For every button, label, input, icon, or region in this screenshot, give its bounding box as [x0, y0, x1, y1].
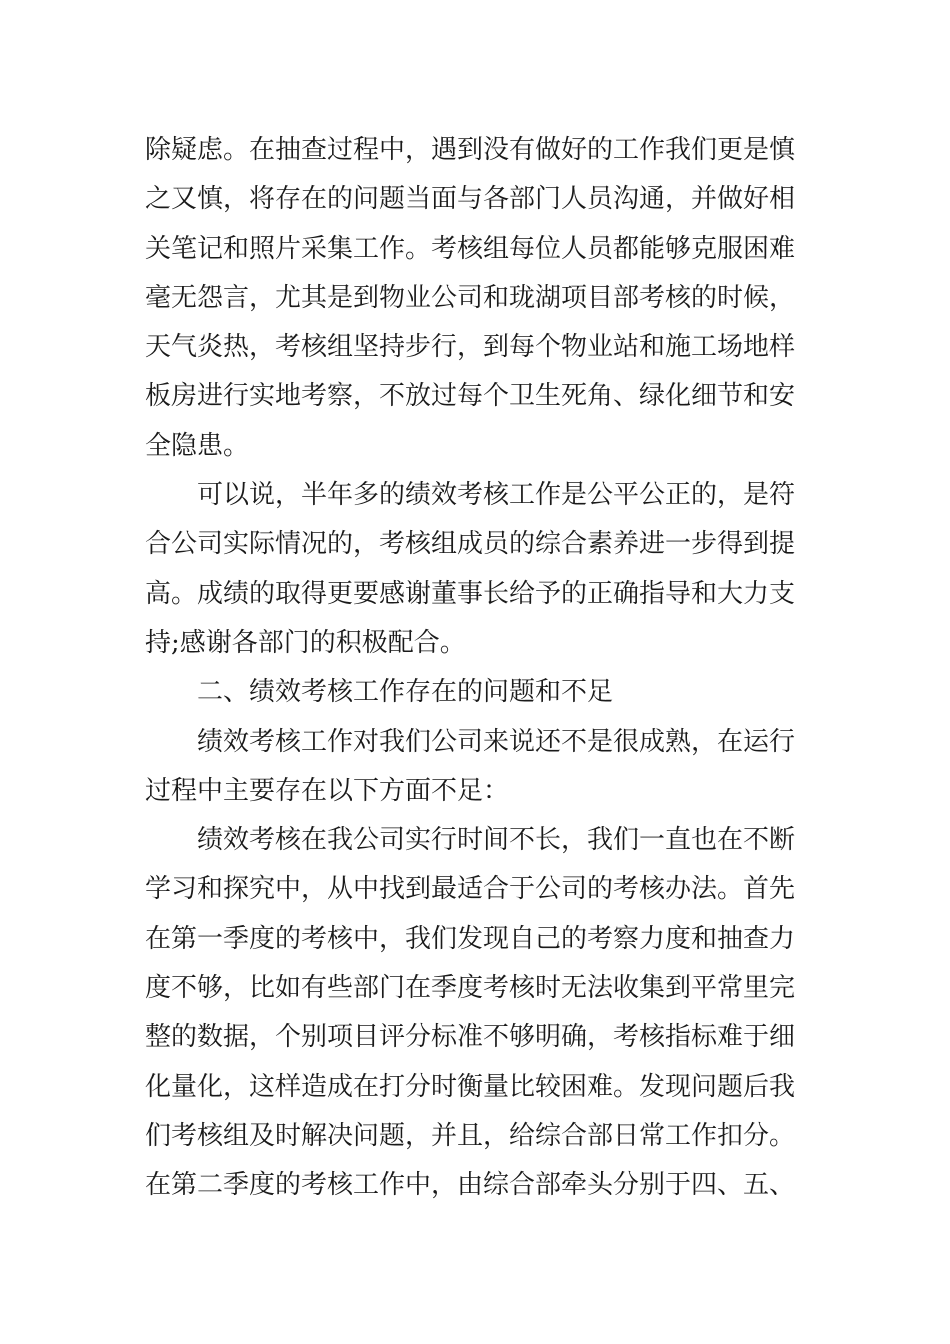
paragraph-first-line: 可以说，半年多的绩效考核工作是公平公正的，是符: [197, 480, 796, 511]
text-line: 持;感谢各部门的积极配合。: [145, 627, 466, 658]
text-line: 高。成绩的取得更要感谢董事长给予的正确指导和大力支: [145, 578, 796, 609]
text-line: 度不够，比如有些部门在季度考核时无法收集到平常里完: [145, 973, 796, 1004]
document-body: [145, 126, 809, 1211]
section-heading: 二、绩效考核工作存在的问题和不足: [197, 677, 614, 708]
text-line: 之又慎，将存在的问题当面与各部门人员沟通，并做好相: [145, 184, 796, 215]
text-line: 过程中主要存在以下方面不足：: [145, 775, 510, 806]
text-line: 毫无怨言，尤其是到物业公司和珑湖项目部考核的时候，: [145, 282, 796, 313]
text-line: 整的数据，个别项目评分标准不够明确，考核指标难于细: [145, 1022, 796, 1053]
text-line: 学习和探究中，从中找到最适合于公司的考核办法。首先: [145, 874, 796, 905]
text-line: 天气炎热，考核组坚持步行，到每个物业站和施工场地样: [145, 332, 796, 363]
text-line: 化量化，这样造成在打分时衡量比较困难。发现问题后我: [145, 1071, 796, 1102]
text-line: 在第一季度的考核中，我们发现自己的考察力度和抽查力: [145, 923, 796, 954]
text-line: 除疑虑。在抽查过程中，遇到没有做好的工作我们更是慎: [145, 135, 796, 165]
paragraph-first-line: 绩效考核工作对我们公司来说还不是很成熟，在运行: [197, 726, 796, 757]
text-line: 关笔记和照片采集工作。考核组每位人员都能够克服困难: [145, 233, 796, 264]
text-line: 全隐患。: [145, 430, 250, 461]
text-line: 们考核组及时解决问题，并且，给综合部日常工作扣分。: [145, 1120, 796, 1151]
text-line: 在第二季度的考核工作中，由综合部牵头分别于四、五、: [145, 1170, 796, 1201]
text-line: 合公司实际情况的，考核组成员的综合素养进一步得到提: [145, 529, 796, 560]
text-line: 板房进行实地考察，不放过每个卫生死角、绿化细节和安: [145, 381, 796, 412]
paragraph-first-line: 绩效考核在我公司实行时间不长，我们一直也在不断: [197, 825, 796, 856]
